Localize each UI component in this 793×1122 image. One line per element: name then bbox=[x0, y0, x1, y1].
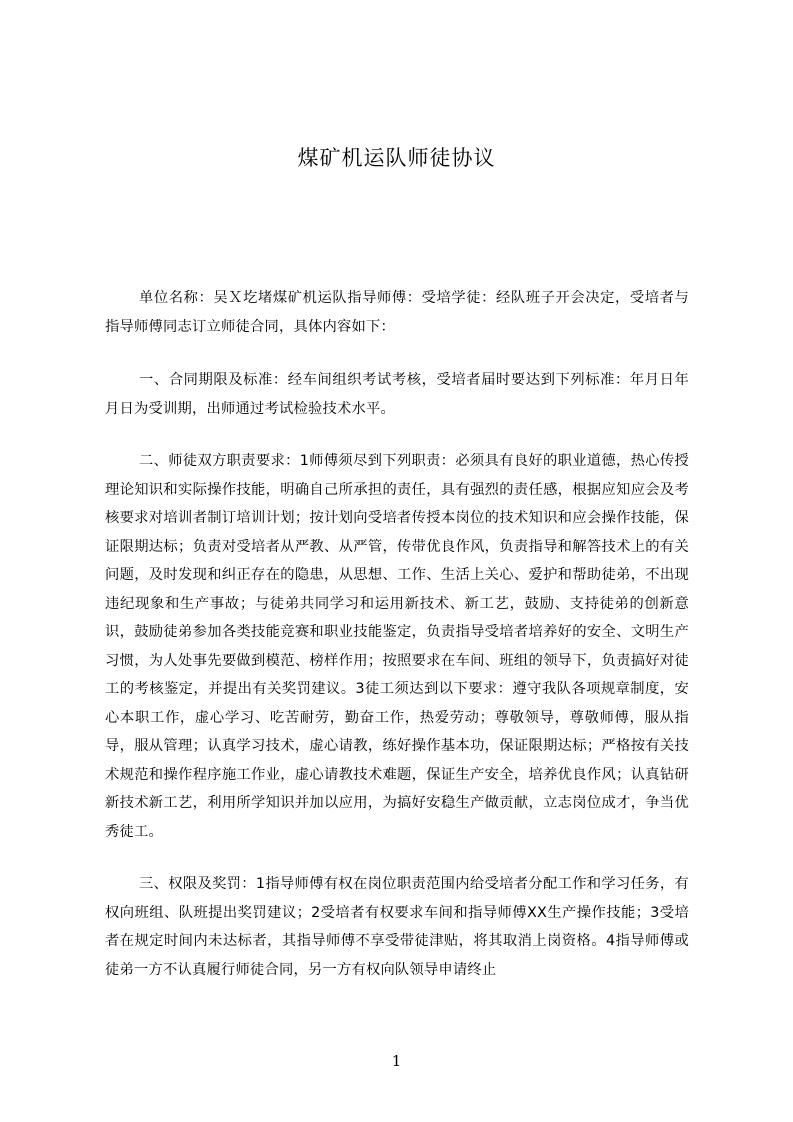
paragraph-duties: 二、师徒双方职责要求：1师傅须尽到下列职责：必须具有良好的职业道德，热心传授理论知识和实际操作技能，明确自己所承担的责任，具有强烈的责任感，根据应知应会及考核要求对培训者制订培训计划；按计划向受培者传授本岗位的技术知识和应会操作技能，保证限期达标；负责对受培者从严教、从严管，传带优良作风，负责指导和解答技术上的有关问题，及时发现和纠正存在的隐患，从思想、工作、生活上关心、爱护和帮助徒弟，不出现违纪现象和生产事故；与徒弟共同学习和运用新技术、新工艺，鼓励、支持徒弟的创新意识，鼓励徒弟参加各类技能竞赛和职业技能鉴定，负责指导受培者培养好的安全、文明生产习惯，为人处事先要做到模范、榜样作用；按照要求在车间、班组的领导下，负责搞好对徒工的考核鉴定，并提出有关奖罚建议。3徒工须达到以下要求：遵守我队各项规章制度，安心本职工作，虚心学习、吃苦耐劳，勤奋工作，热爱劳动；尊敬领导，尊敬师傅，服从指导，服从管理；认真学习技术，虚心请教，练好操作基本功，保证限期达标；严格按有关技术规范和操作程序施工作业，虚心请教技术难题，保证生产安全，培养优良作风；认真钻研新技术新工艺，利用所学知识并加以应用，为搞好安稳生产做贡献，立志岗位成才，争当优秀徒工。 bbox=[105, 453, 689, 840]
document-title: 煤矿机运队师徒协议 bbox=[297, 146, 496, 170]
page-number: 1 bbox=[391, 1052, 402, 1070]
paragraph-unit-info: 单位名称：吴Ｘ圪堵煤矿机运队指导师傅：受培学徒：经队班子开会决定，受培者与指导师傅同志订立师徒合同，具体内容如下： bbox=[105, 290, 689, 335]
paragraph-contract-term: 一、合同期限及标准：经车间组织考试考核，受培者届时要达到下列标准：年月日年月日为受训期，出师通过考试检验技术水平。 bbox=[105, 372, 689, 417]
paragraph-rights-rewards: 三、权限及奖罚：1指导师傅有权在岗位职责范围内给受培者分配工作和学习任务，有权向班组、队班提出奖罚建议；2受培者有权要求车间和指导师傅XX生产操作技能；3受培者在规定时间内未达标者，其指导师傅不享受带徒津贴，将其取消上岗资格。4指导师傅或徒弟一方不认真履行师徒合同，另一方有权向队领导申请终止 bbox=[105, 876, 689, 978]
